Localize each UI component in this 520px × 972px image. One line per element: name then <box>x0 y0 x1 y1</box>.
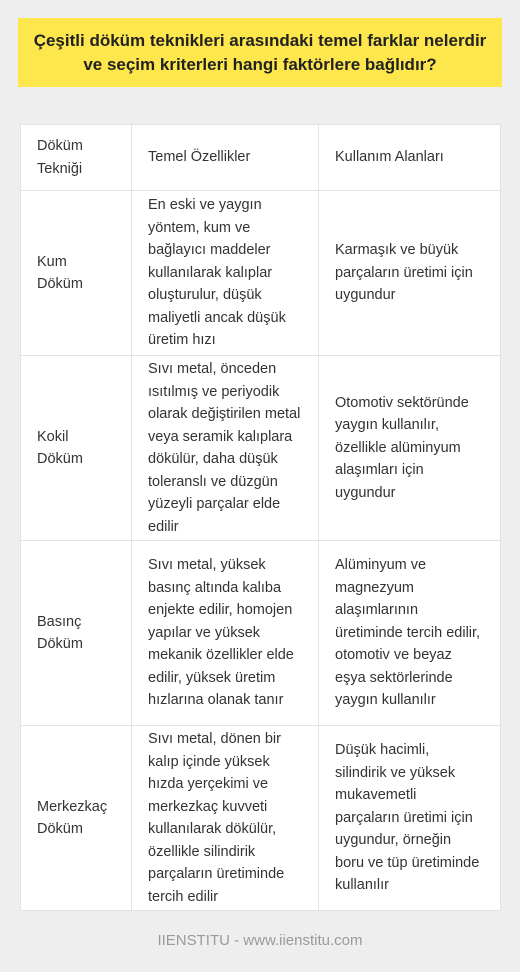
comparison-table <box>20 124 500 910</box>
usage-cell: Alüminyum ve magnezyum alaşımlarının üretiminde tercih edilir, otomotiv ve beyaz eşya sektörlerinde yaygın kullanılır <box>319 541 501 726</box>
table-row <box>21 726 501 911</box>
title-line-1: Çeşitli döküm teknikleri arasındaki temel farklar nelerdir <box>33 30 487 50</box>
header-usage: Kullanım Alanları <box>319 125 501 191</box>
table-row <box>21 356 501 541</box>
features-cell: Sıvı metal, dönen bir kalıp içinde yüksek hızda yerçekimi ve merkezkaç kuvveti kullanılarak dökülür, özellikle silindirik parçaların üretiminde tercih edilir <box>132 726 319 911</box>
technique-cell: Basınç Döküm <box>21 541 132 726</box>
title-line-2: ve seçim kriterleri hangi faktörlere bağlıdır? <box>83 54 437 74</box>
technique-cell: Kokil Döküm <box>21 356 132 541</box>
features-cell: En eski ve yaygın yöntem, kum ve bağlayıcı maddeler kullanılarak kalıplar oluşturulur, düşük maliyetli ancak düşük üretim hızı <box>132 191 319 356</box>
usage-cell: Otomotiv sektöründe yaygın kullanılır, özellikle alüminyum alaşımları için uygundur <box>319 356 501 541</box>
table-header-row <box>21 125 501 191</box>
header-technique: Döküm Tekniği <box>21 125 132 191</box>
features-cell: Sıvı metal, yüksek basınç altında kalıba enjekte edilir, homojen yapılar ve yüksek mekanik özellikler elde edilir, yüksek üretim hızlarına olanak tanır <box>132 541 319 726</box>
header-features: Temel Özellikler <box>132 125 319 191</box>
technique-cell: Merkezkaç Döküm <box>21 726 132 911</box>
features-cell: Sıvı metal, önceden ısıtılmış ve periyodik olarak değiştirilen metal veya seramik kalıplara dökülür, daha düşük toleranslı ve düzgün yüzeyli parçalar elde edilir <box>132 356 319 541</box>
usage-cell: Düşük hacimli, silindirik ve yüksek mukavemetli parçaların üretimi için uygundur, örneğin boru ve tüp üretiminde kullanılır <box>319 726 501 911</box>
footer-credit: IIENSTITU - www.iienstitu.com <box>157 932 363 949</box>
usage-cell: Karmaşık ve büyük parçaların üretimi için uygundur <box>319 191 501 356</box>
technique-cell: Kum Döküm <box>21 191 132 356</box>
title-banner <box>18 18 502 87</box>
table-row <box>21 541 501 726</box>
table-row <box>21 191 501 356</box>
